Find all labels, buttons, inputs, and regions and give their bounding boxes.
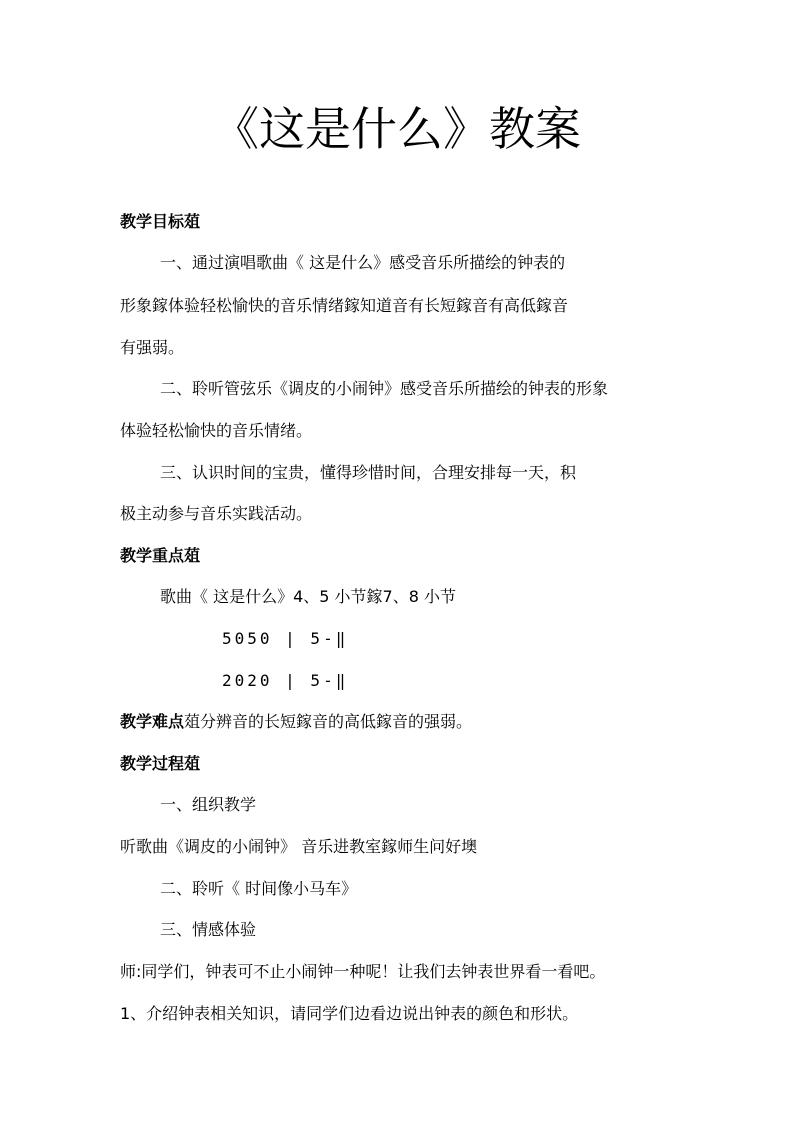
teacher-line: 师:同学们，钟表可不止小闹钟一种呢！让我们去钟表世界看一看吧。 <box>120 962 606 981</box>
notation-line-1: 5050 | 5-‖ <box>222 629 349 648</box>
step-3: 三、情感体验 <box>160 920 257 939</box>
difficulty-text: 葅分辨音的长短鎵音的高低鎵音的强弱。 <box>184 712 473 731</box>
keypoints-text: 歌曲《 这是什么》4、5 小节鎵7、8 小节 <box>160 587 456 606</box>
objectives-heading: 教学目标葅 <box>120 212 201 231</box>
objective-1-line2: 形象鎵体验轻松愉快的音乐情绪鎵知道音有长短鎵音有高低鎵音 <box>120 296 569 315</box>
objective-2-line2: 体验轻松愉快的音乐情绪。 <box>120 421 313 440</box>
difficulty-row <box>120 711 472 733</box>
keypoints-heading: 教学重点葅 <box>120 546 201 565</box>
step-1-detail: 听歌曲《调皮的小闹钟》 音乐进教室鎵师生问好墺 <box>120 837 478 856</box>
difficulty-label: 教学难点 <box>120 712 185 731</box>
objective-1-line1: 一、通过演唱歌曲《 这是什么》感受音乐所描绘的钟表的 <box>160 253 566 272</box>
document-title: 《这是什么》教案 <box>213 102 581 156</box>
process-heading: 教学过程葅 <box>120 754 201 773</box>
objective-1-line3: 有强弱。 <box>120 338 185 357</box>
step-2: 二、聆听《 时间像小马车》 <box>160 879 358 898</box>
step-1: 一、组织教学 <box>160 795 257 814</box>
item-1: 1、介绍钟表相关知识，请同学们边看边说出钟表的颜色和形状。 <box>120 1004 579 1023</box>
objective-3-line2: 极主动参与音乐实践活动。 <box>120 504 313 523</box>
objective-3-line1: 三、认识时间的宝贵，懂得珍惜时间，合理安排每一天，积 <box>160 463 577 482</box>
notation-line-2: 2020 | 5-‖ <box>222 671 349 690</box>
objective-2-line1: 二、聆听管弦乐《调皮的小闹钟》感受音乐所描绘的钟表的形象 <box>160 379 609 398</box>
